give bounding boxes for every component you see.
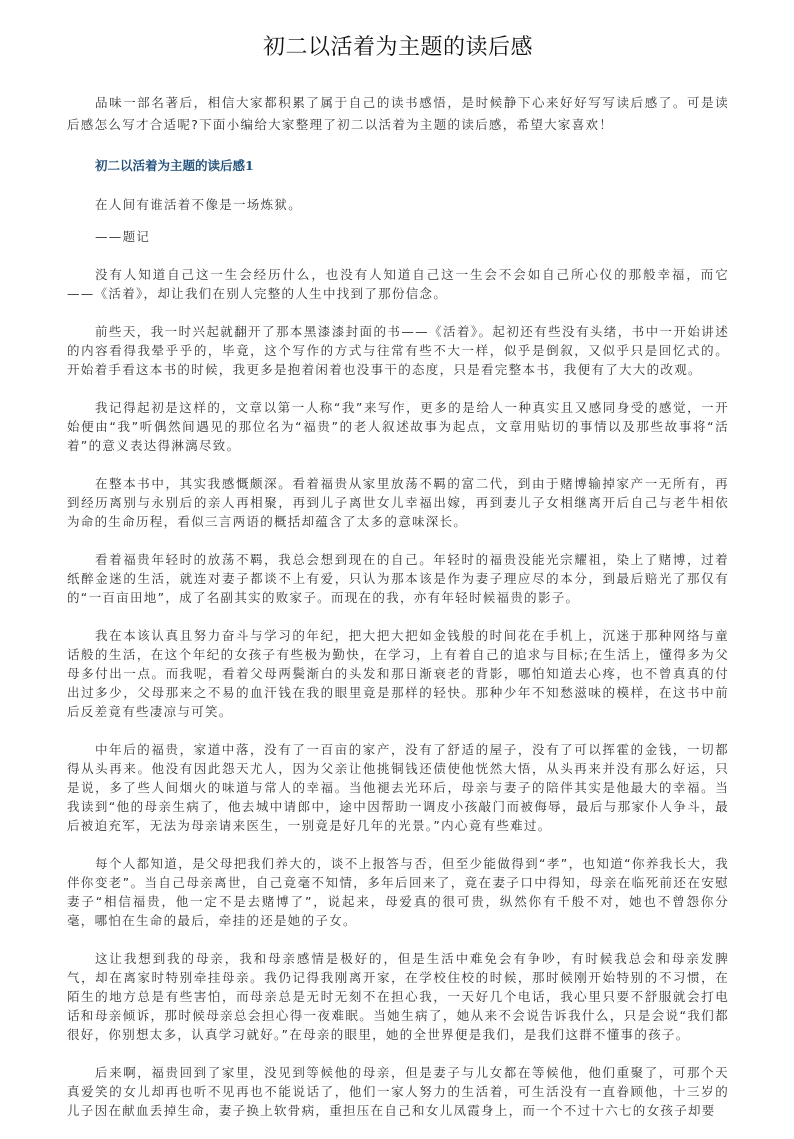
document-page (67, 34, 729, 1139)
body-paragraph: 在整本书中，其实我感慨颇深。看着福贵从家里放荡不羁的富二代，到由于赌博输掉家产一无所有，再到经历离别与永别后的亲人再相聚，再到儿子离世女儿幸福出嫁，再到妻儿子女相继离开后自己与老牛相依为命的生命历程，看似三言两语的概括却蕴含了太多的意味深长。 (67, 476, 729, 529)
document-title: 初二以活着为主题的读后感 (262, 35, 533, 60)
section-heading: 初二以活着为主题的读后感1 (95, 158, 254, 173)
body-paragraph: 看着福贵年轻时的放荡不羁，我总会想到现在的自己。年轻时的福贵没能光宗耀祖，染上了赌博，过着纸醉金迷的生活，就连对妻子都谈不上有爱，只认为那本该是作为妻子理应尽的本分，到最后赔光了那仅有的“一百亩田地”，成了名副其实的败家子。而现在的我，亦有年轻时候福贵的影子。 (67, 552, 729, 605)
epigraph-source: ——题记 (95, 229, 151, 244)
body-paragraph: 没有人知道自己这一生会经历什么，也没有人知道自己这一生会不会如自己所心仪的那般幸福，而它——《活着》，却让我们在别人完整的人生中找到了那份信念。 (67, 267, 729, 301)
body-paragraph: 前些天，我一时兴起就翻开了那本黑漆漆封面的书——《活着》。起初还有些没有头绪，书中一开始讲述的内容看得我晕乎乎的，毕竟，这个写作的方式与往常有些不大一样，似乎是倒叙，又似乎只是回忆式的。开始着手看这本书的时候，我更多是抱着闲着也没事干的态度，只是看完整本书，我便有了大大的改观。 (67, 324, 729, 377)
epigraph: 在人间有谁活着不像是一场炼狱。 (95, 197, 303, 212)
body-paragraph: 我记得起初是这样的，文章以第一人称“我”来写作，更多的是给人一种真实且又感同身受的感觉，一开始便由“我”听偶然间遇见的那位名为“福贵”的老人叙述故事为起点，文章用贴切的事情以及那些故事将“活着”的意义表达得淋漓尽致。 (67, 400, 729, 453)
body-paragraph: 我在本该认真且努力奋斗与学习的年纪，把大把大把如金钱般的时间花在手机上，沉迷于那种网络与童话般的生活，在这个年纪的女孩子有些极为勤快，在学习，上有着自己的追求与目标;在生活上，懂得多为父母多付出一点。而我呢，看着父母两鬓渐白的头发和那日渐衰老的背影，哪怕知道去心疼，也不曾真真的付出过多少，父母那来之不易的血汗钱在我的眼里竟是那样的轻快。那种少年不知愁滋味的模样，在这书中前后反差竟有些凄凉与可笑。 (67, 628, 729, 719)
body-paragraph: 中年后的福贵，家道中落，没有了一百亩的家产，没有了舒适的屋子，没有了可以挥霍的金钱，一切都得从头再来。他没有因此怨天尤人，因为父亲让他挑铜钱还债使他恍然大悟，从头再来并没有那么好运，只是说，多了些人间烟火的味道与常人的幸福。当他褪去光环后，母亲与妻子的陪伴其实是他最大的幸福。当我读到“他的母亲生病了，他去城中请郎中，途中因帮助一调皮小孩敲门而被侮辱，最后与那家仆人争斗，最后被迫充军，无法为母亲请来医生，一别竟是好几年的光景。”内心竟有些难过。 (67, 742, 729, 833)
body-paragraph: 每个人都知道，是父母把我们养大的，谈不上报答与否，但至少能做得到“孝”，也知道“你养我长大，我伴你变老”。当自己母亲离世，自己竟毫不知情，多年后回来了，竟在妻子口中得知，母亲在临死前还在安慰妻子“相信福贵，他一定不是去赌博了”，说起来，母爱真的很可贵，纵然你有千般不对，她也不曾怨你分毫，哪怕在生命的最后，牵挂的还是她的子女。 (67, 856, 729, 928)
intro-paragraph: 品味一部名著后，相信大家都积累了属于自己的读书感悟，是时候静下心来好好写写读后感了。可是读后感怎么写才合适呢?下面小编给大家整理了初二以活着为主题的读后感，希望大家喜欢！ (67, 95, 729, 132)
body-paragraph: 这让我想到我的母亲，我和母亲感情是极好的，但是生活中难免会有争吵，有时候我总会和母亲发脾气，却在离家时特别牵挂母亲。我仍记得我刚离开家，在学校住校的时候，那时候刚开始特别的不习惯，在陌生的地方总是有些害怕，而母亲总是无时无刻不在担心我，一天好几个电话，我心里只要不舒服就会打电话和母亲倾诉，那时候母亲总会担心得一夜难眠。当她生病了，她从来不会说告诉我什么，只是会说“我们都很好，你别想太多，认真学习就好。”在母亲的眼里，她的全世界便是我们，是我们这群不懂事的孩子。 (67, 951, 729, 1042)
body-paragraph: 后来啊，福贵回到了家里，没见到等候他的母亲，但是妻子与儿女都在等候他，他们重聚了，可那个天真爱笑的女儿却再也听不见再也不能说话了，他们一家人努力的生活着，可生活没有一直眷顾他，十三岁的儿子因在献血丢掉生命，妻子换上软骨病，重担压在自己和女儿凤霞身上，而一个不过十六七的女孩子却要 (67, 1065, 729, 1118)
